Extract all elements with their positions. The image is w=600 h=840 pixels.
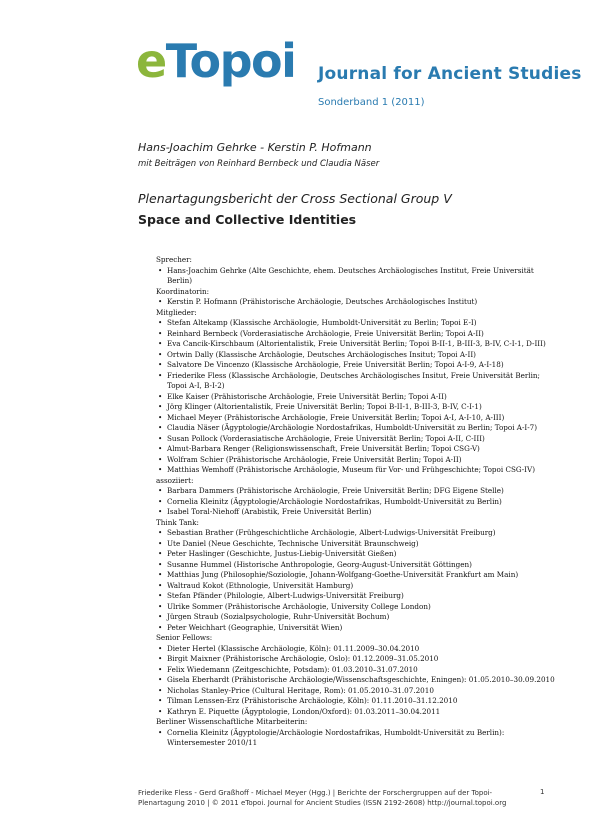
footer-line: Plenartagung 2010 | © 2011 eTopoi. Journal for Ancient Studies (ISSN 2192-2608) http://journal.topoi.org: [138, 799, 507, 807]
list-item: • Matthias Wemhoff (Prähistorische Archäologie, Museum für Vor- und Frühgeschichte; Topoi CSG-IV): [158, 465, 558, 476]
list-item: • Claudia Näser (Ägyptologie/Archäologie Nordostafrikas, Humboldt-Universität zu Berlin; Topoi A-I-7): [158, 423, 558, 434]
list-item: • Cornelia Kleinitz (Ägyptologie/Archäologie Nordostafrikas, Humboldt-Universität zu Berlin): [158, 497, 558, 508]
list-item: • Stefan Altekamp (Klassische Archäologie, Humboldt-Universität zu Berlin; Topoi E-I): [158, 318, 558, 329]
list-item: • Jörg Klinger (Altorientalistik, Freie Universität Berlin; Topoi B-II-1, B-III-3, B-IV, C-I-1): [158, 402, 558, 413]
report-title: Plenartagungsbericht der Cross Sectional Group V: [138, 191, 452, 206]
list-item: • Salvatore De Vincenzo (Klassische Archäologie, Freie Universität Berlin; Topoi A-I-9, A-I-18): [158, 360, 558, 371]
list-item: • Peter Haslinger (Geschichte, Justus-Liebig-Universität Gießen): [158, 549, 558, 560]
footer-line: Friederike Fless - Gerd Graßhoff - Michael Meyer (Hgg.) | Berichte der Forschergruppen auf der Topoi-: [138, 789, 493, 797]
list-item: • Gisela Eberhardt (Prähistorische Archäologie/Wissenschaftsgeschichte, Eningen): 01.05.2010–30.09.2010: [158, 675, 558, 686]
list-item: • Friederike Fless (Klassische Archäologie, Deutsches Archäologisches Insitut, Freie Universität Berlin; Topoi A-I, B-I-2): [158, 371, 558, 392]
list-item: • Kathryn E. Piquette (Ägyptologie, London/Oxford): 01.03.2011–30.04.2011: [158, 707, 558, 718]
page-number: 1: [540, 788, 545, 796]
section-heading: Koordinatorin:: [156, 286, 210, 296]
list-item: • Michael Meyer (Prähistorische Archäologie, Freie Universität Berlin; Topoi A-I, A-I-10, A-III): [158, 413, 558, 424]
section-heading: Sprecher:: [156, 255, 192, 264]
etopoi-logo: eTopoi: [136, 34, 296, 88]
list-item: • Cornelia Kleinitz (Ägyptologie/Archäologie Nordostafrikas, Humboldt-Universität zu Berlin): Wintersemester 2010/11: [158, 728, 558, 749]
list-item: • Matthias Jung (Philosophie/Soziologie, Johann-Wolfgang-Goethe-Universität Frankfurt am Main): [158, 570, 558, 581]
section-heading: Mitglieder:: [156, 307, 197, 317]
list-item: • Waltraud Kokot (Ethnologie, Universität Hamburg): [158, 581, 558, 592]
section-heading: assoziiert:: [156, 475, 194, 485]
footer-citation: [138, 788, 518, 808]
contributors: mit Beiträgen von Reinhard Bernbeck und Claudia Näser: [138, 159, 380, 169]
list-item: • Almut-Barbara Renger (Religionswissenschaft, Freie Universität Berlin; Topoi CSG-V): [158, 444, 558, 455]
list-item: • Isabel Toral-Niehoff (Arabistik, Freie Universität Berlin): [158, 507, 558, 518]
list-item: • Peter Weichhart (Geographie, Universität Wien): [158, 623, 558, 634]
list-item: • Wolfram Schier (Prähistorische Archäologie, Freie Universität Berlin; Topoi A-II): [158, 455, 558, 466]
list-item: • Reinhard Bernbeck (Vorderasiatische Archäologie, Freie Universität Berlin; Topoi A-II): [158, 329, 558, 340]
list-item: • Stefan Pfänder (Philologie, Albert-Ludwigs-Universität Freiburg): [158, 591, 558, 602]
list-item: • Ortwin Dally (Klassische Archäologie, Deutsches Archäologisches Insitut; Topoi A-II): [158, 350, 558, 361]
list-item: • Kerstin P. Hofmann (Prähistorische Archäologie, Deutsches Archäologisches Institut): [158, 297, 558, 308]
section-heading: Think Tank:: [156, 517, 199, 527]
list-item: • Barbara Dammers (Prähistorische Archäologie, Freie Universität Berlin; DFG Eigene Stelle): [158, 486, 558, 497]
member-listing: [158, 255, 558, 749]
journal-name: Journal for Ancient Studies: [318, 64, 582, 84]
list-item: • Hans-Joachim Gehrke (Alte Geschichte, ehem. Deutsches Archäologisches Institut, Freie Universität Berlin): [158, 266, 558, 287]
authors: Hans-Joachim Gehrke - Kerstin P. Hofmann: [138, 141, 372, 154]
list-item: • Tilman Lenssen-Erz (Prähistorische Archäologie, Köln): 01.11.2010–31.12.2010: [158, 696, 558, 707]
list-item: • Susan Pollock (Vorderasiatische Archäologie, Freie Universität Berlin; Topoi A-II, C-III): [158, 434, 558, 445]
section-heading: Senior Fellows:: [156, 633, 213, 642]
list-item: • Susanne Hummel (Historische Anthropologie, Georg-August-Universität Göttingen): [158, 560, 558, 571]
list-item: • Ute Daniel (Neue Geschichte, Technische Universität Braunschweig): [158, 539, 558, 550]
report-subtitle: Space and Collective Identities: [138, 212, 357, 227]
list-item: • Elke Kaiser (Prähistorische Archäologie, Freie Universität Berlin; Topoi A-II): [158, 392, 558, 403]
section-heading: Berliner Wissenschaftliche Mitarbeiterin:: [156, 717, 308, 726]
list-item: • Eva Cancik-Kirschbaum (Altorientalistik, Freie Universität Berlin; Topoi B-II-1, B-III-3, B-IV, C-I-1, D-III): [158, 339, 558, 350]
list-item: • Dieter Hertel (Klassische Archäologie, Köln): 01.11.2009–30.04.2010: [158, 644, 558, 655]
list-item: • Jürgen Straub (Sozialpsychologie, Ruhr-Universität Bochum): [158, 612, 558, 623]
list-item: • Birgit Maixner (Prähistorische Archäologie, Oslo): 01.12.2009–31.05.2010: [158, 654, 558, 665]
list-item: • Nicholas Stanley-Price (Cultural Heritage, Rom): 01.05.2010–31.07.2010: [158, 686, 558, 697]
list-item: • Ulrike Sommer (Prähistorische Archäologie, University College London): [158, 602, 558, 613]
volume-label: Sonderband 1 (2011): [318, 97, 425, 108]
list-item: • Sebastian Brather (Frühgeschichtliche Archäologie, Albert-Ludwigs-Universität Freiburg): [158, 528, 558, 539]
list-item: • Felix Wiedemann (Zeitgeschichte, Potsdam): 01.03.2010–31.07.2010: [158, 665, 558, 676]
